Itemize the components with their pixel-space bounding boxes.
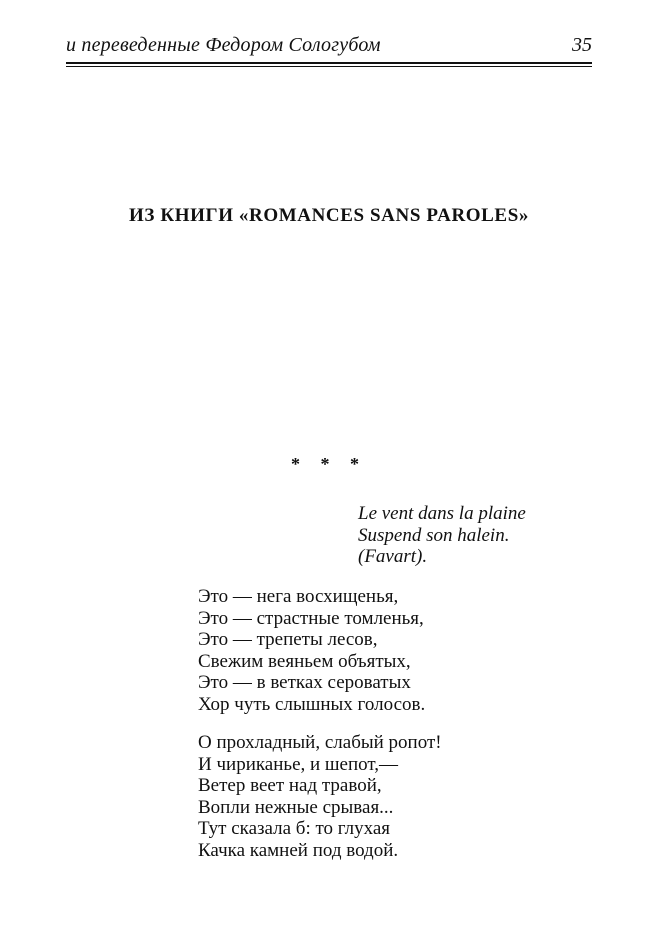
poem-line: Свежим веяньем объятых,	[198, 650, 411, 672]
poem-stanza-2	[198, 732, 442, 861]
poem-line: Это — трепеты лесов,	[198, 629, 378, 650]
poem-line: Это — страстные томленья,	[198, 607, 424, 629]
poem-line: Хор чуть слышных голосов.	[198, 693, 426, 715]
poem-line: Ветер веет над травой,	[198, 775, 382, 796]
asterism: * * *	[291, 454, 367, 474]
poem-line: Тут сказала б: то глухая	[198, 818, 391, 839]
running-head	[66, 34, 592, 64]
poem-line: Это — в ветках сероватых	[198, 672, 411, 693]
epigraph-line: Suspend son halein.	[358, 524, 510, 546]
poem-line: О прохладный, слабый ропот!	[198, 732, 442, 753]
section-title: ИЗ КНИГИ «ROMANCES SANS PAROLES»	[129, 205, 529, 226]
poem-stanza-1	[198, 586, 425, 715]
poem-line: Качка камней под водой.	[198, 839, 399, 861]
page-number: 35	[572, 34, 592, 56]
epigraph-line: Le vent dans la plaine	[358, 503, 526, 524]
poem-line: Это — нега восхищенья,	[198, 586, 399, 607]
running-title: и переведенные Федором Сологубом	[66, 34, 381, 56]
header-rule-thin	[66, 66, 592, 67]
poem-line: И чириканье, и шепот,—	[198, 753, 399, 775]
epigraph-attribution: (Favart).	[358, 546, 428, 567]
header-rule-thick	[66, 62, 592, 64]
epigraph	[358, 503, 526, 568]
poem-line: Вопли нежные срывая...	[198, 796, 394, 818]
